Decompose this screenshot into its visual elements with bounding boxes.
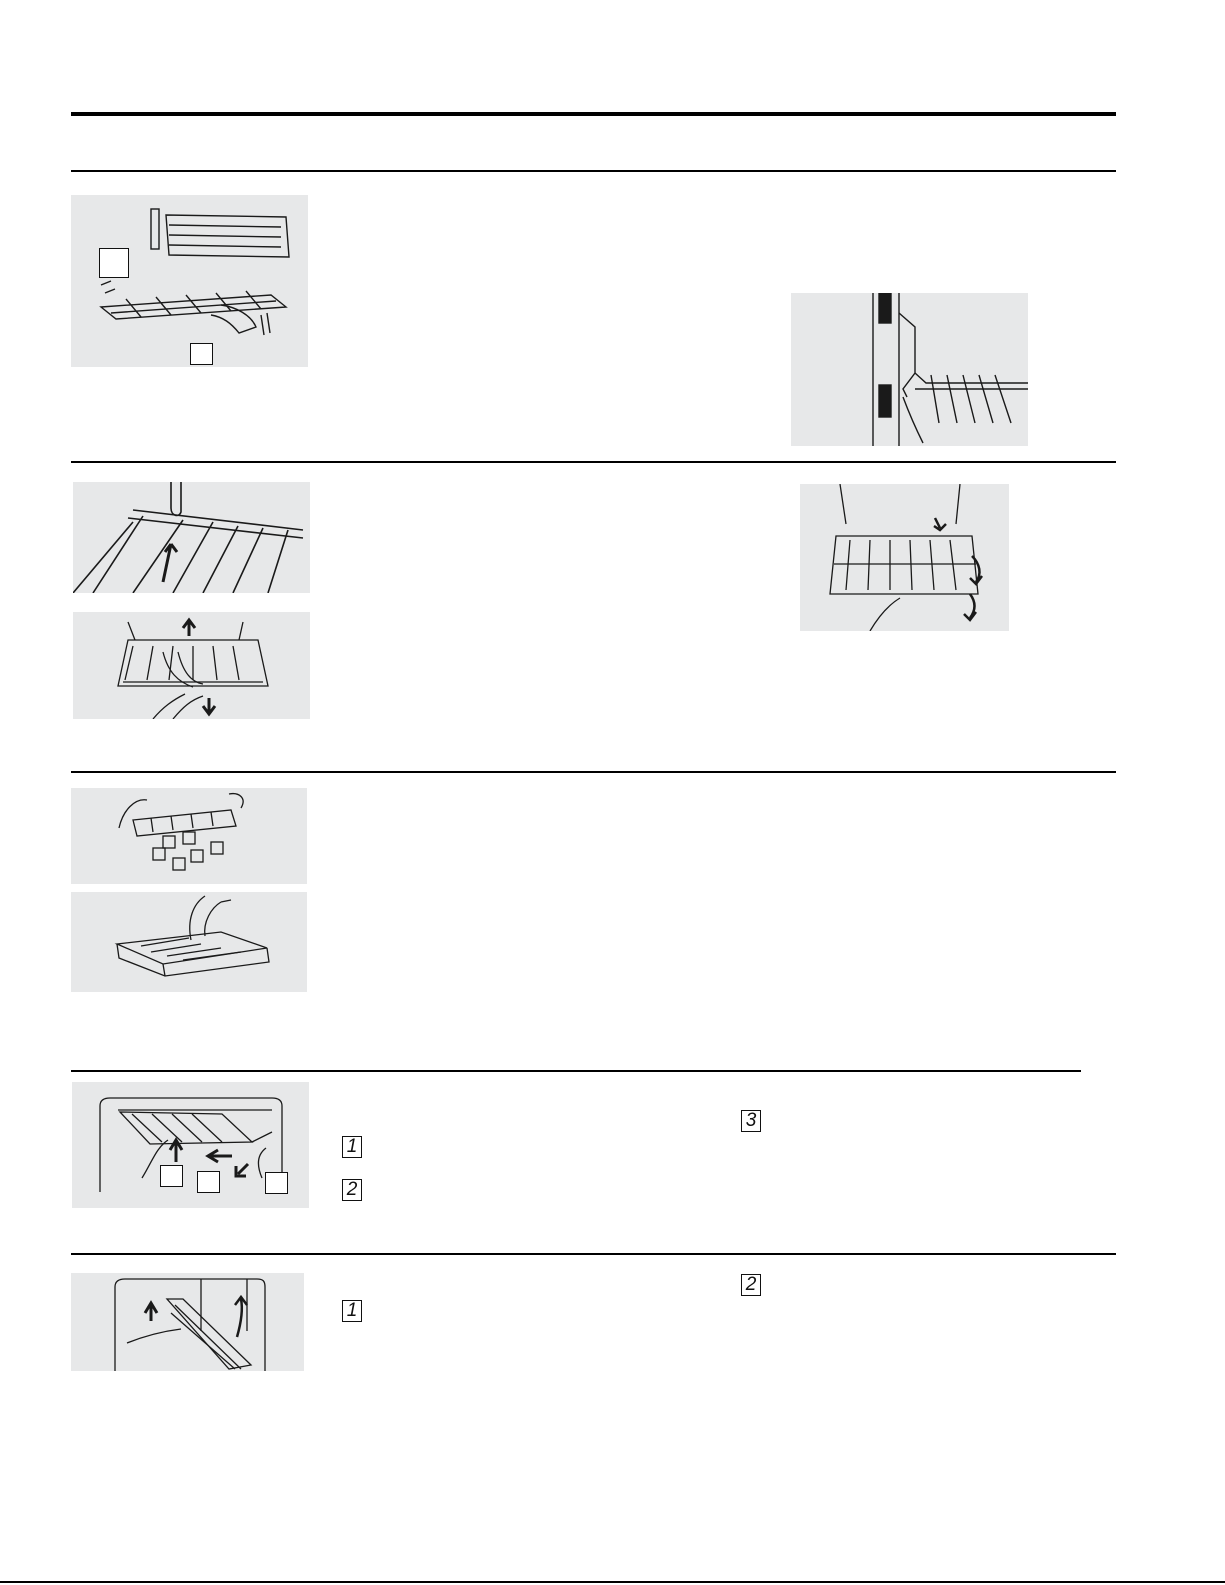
shelf-hook-icon xyxy=(73,482,310,593)
step-marker-1: 1 xyxy=(342,1136,362,1158)
slide-out-shelf-removal-figure xyxy=(71,195,308,367)
section-divider xyxy=(71,461,1116,463)
step-callout-box xyxy=(265,1172,288,1194)
section-divider xyxy=(71,170,1116,172)
shelf-tilt-down-figure xyxy=(800,484,1009,631)
shelf-bracket-detail-figure xyxy=(791,293,1028,446)
shelf-lift-out-figure xyxy=(73,612,310,719)
step-marker-2: 2 xyxy=(342,1179,362,1201)
step-marker-2: 2 xyxy=(741,1274,761,1296)
section-divider xyxy=(71,1253,1116,1255)
ice-tray-icon xyxy=(71,892,307,992)
shelf-hook-closeup-figure xyxy=(73,482,310,593)
section-divider xyxy=(71,1070,1081,1072)
ice-tray-fill-figure xyxy=(71,892,307,992)
ice-tray-twist-figure xyxy=(71,788,307,884)
bottom-shelf-icon xyxy=(71,1273,304,1371)
bracket-slot-icon xyxy=(791,293,1028,446)
step-callout-box xyxy=(197,1171,220,1193)
shelf-lift-icon xyxy=(71,195,308,367)
section-divider xyxy=(71,771,1116,773)
footer-rule xyxy=(0,1581,1225,1583)
step-callout-box xyxy=(190,343,213,365)
bottom-shelf-removal-figure xyxy=(71,1273,304,1371)
step-marker-1: 1 xyxy=(342,1300,362,1322)
shelf-tilt-icon xyxy=(800,484,1009,631)
header-rule-thick xyxy=(71,112,1116,116)
shelf-lift-icon xyxy=(73,612,310,719)
step-callout-box xyxy=(99,248,129,278)
step-callout-box xyxy=(160,1165,183,1187)
ice-tray-icon xyxy=(71,788,307,884)
step-marker-3: 3 xyxy=(741,1110,761,1132)
